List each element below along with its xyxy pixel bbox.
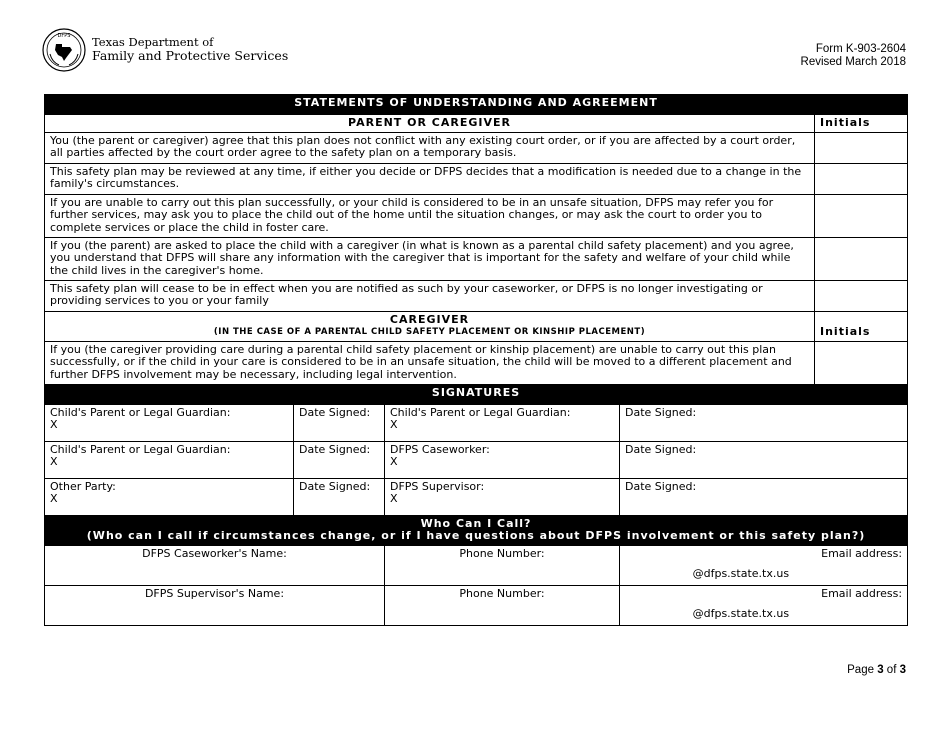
page-current: 3 [877,664,884,676]
contacts-subheading: (Who can I call if circumstances change, or if I have questions about DFPS involvement or this safety plan?) [86,529,866,542]
contact-row [45,545,908,585]
signature-label: Child's Parent or Legal Guardian: [50,442,231,456]
page-number [847,664,906,676]
caregiver-statement: If you (the caregiver providing care during a parental child safety placement or kinship placement) are unable to carry out this plan successfully, or if the child in your care is considered to be in an unsafe situation, the child will be moved to a different placement and further DFPS involvement may be necessary, including legal intervention. [45,341,815,384]
parent-statement-3: If you are unable to carry out this plan successfully, or your child is considered to be in an unsafe situation, DFPS may refer you for further services, may ask you to place the child out of the home until the situation changes, or may ask the court to order you to complete services or place the child in foster care. [45,194,815,237]
initials-field-2[interactable] [815,163,908,194]
signature-label: Other Party: [50,479,116,493]
signature-label: DFPS Supervisor: [390,479,485,493]
initials-field-1[interactable] [815,132,908,163]
signature-label: Child's Parent or Legal Guardian: [390,405,571,419]
initials-header: Initials [815,115,908,133]
signature-field[interactable] [385,478,620,515]
page-prefix: Page [847,664,874,676]
organization-name [92,35,288,63]
page-of: of [886,664,897,676]
date-field[interactable] [294,441,385,478]
supervisor-name-field[interactable]: DFPS Supervisor's Name: [45,585,385,625]
email-label: Email address: [821,546,903,560]
signatures-heading: SIGNATURES [45,384,908,404]
signature-label: DFPS Caseworker: [390,442,490,456]
date-field[interactable] [620,404,908,441]
caregiver-subheading: (IN THE CASE OF A PARENTAL CHILD SAFETY PLACEMENT OR KINSHIP PLACEMENT) [213,327,646,337]
signature-mark: X [50,492,58,505]
signature-field[interactable] [45,441,294,478]
signature-mark: X [50,455,58,468]
caregiver-initials-field[interactable] [815,341,908,384]
date-label: Date Signed: [625,442,697,456]
email-label: Email address: [821,586,903,600]
supervisor-email-field[interactable] [620,585,908,625]
parent-statement-2: This safety plan may be reviewed at any time, if either you decide or DFPS decides that a modification is needed due to a change in the family's circumstances. [45,163,815,194]
caseworker-phone-field[interactable]: Phone Number: [385,545,620,585]
signature-row [45,478,908,515]
email-domain: @dfps.state.tx.us [692,607,790,620]
signature-field[interactable] [385,404,620,441]
initials-field-4[interactable] [815,237,908,280]
date-field[interactable] [620,478,908,515]
org-line2: Family and Protective Services [92,48,289,63]
form-revised: Revised March 2018 [800,56,906,68]
date-field[interactable] [294,404,385,441]
signature-mark: X [50,418,58,431]
caseworker-name-field[interactable]: DFPS Caseworker's Name: [45,545,385,585]
parent-statement-4: If you (the parent) are asked to place the child with a caregiver (in what is known as a parental child safety placement) and you agree, you understand that DFPS will share any information with the caregiver that is important for the safety and welfare of your child while the child lives in the caregiver's home. [45,237,815,280]
caregiver-heading: CAREGIVER [389,312,470,326]
signature-label: Child's Parent or Legal Guardian: [50,405,231,419]
parent-section-heading: PARENT OR CAREGIVER [45,115,815,133]
contacts-heading-bar [45,515,908,545]
signature-mark: X [390,418,398,431]
section-title: STATEMENTS OF UNDERSTANDING AND AGREEMENT [45,95,908,115]
contacts-heading: Who Can I Call? [420,516,532,530]
caregiver-section-heading [45,311,815,341]
signature-mark: X [390,455,398,468]
agreement-form [44,94,908,626]
signature-field[interactable] [45,478,294,515]
signature-mark: X [390,492,398,505]
date-label: Date Signed: [299,442,371,456]
supervisor-phone-field[interactable]: Phone Number: [385,585,620,625]
date-field[interactable] [620,441,908,478]
date-label: Date Signed: [625,479,697,493]
org-line1: Texas Department of [92,35,214,49]
dfps-seal-logo [42,28,86,72]
contact-row [45,585,908,625]
date-label: Date Signed: [299,479,371,493]
initials-field-5[interactable] [815,280,908,311]
email-domain: @dfps.state.tx.us [692,567,790,580]
date-field[interactable] [294,478,385,515]
date-label: Date Signed: [299,405,371,419]
caregiver-initials-header: Initials [815,311,908,341]
seal-text: DFPS [57,33,71,39]
form-info [801,43,906,69]
date-label: Date Signed: [625,405,697,419]
parent-statement-5: This safety plan will cease to be in effect when you are notified as such by your caseworker, or DFPS is no longer investigating or providing services to you or your family [45,280,815,311]
signature-field[interactable] [45,404,294,441]
initials-field-3[interactable] [815,194,908,237]
form-number: Form K-903-2604 [815,43,906,55]
signature-row [45,441,908,478]
parent-statement-1: You (the parent or caregiver) agree that this plan does not conflict with any existing court order, or if you are affected by a court order, all parties affected by the court order agree to the safety plan on a temporary basis. [45,132,815,163]
signature-row [45,404,908,441]
signature-field[interactable] [385,441,620,478]
page-total: 3 [899,664,906,676]
caseworker-email-field[interactable] [620,545,908,585]
